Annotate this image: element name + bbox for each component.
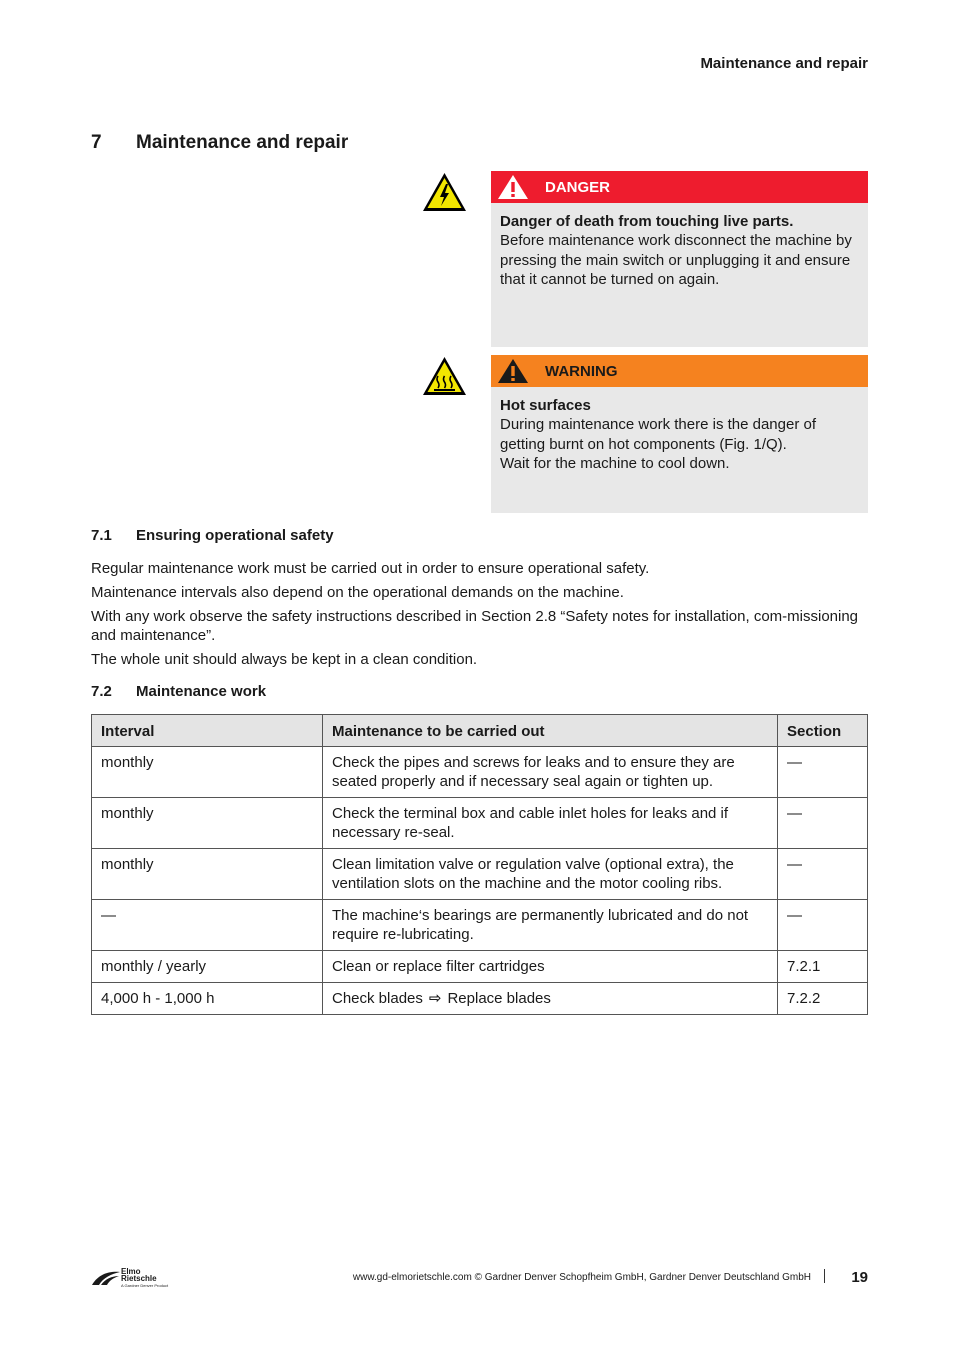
task-cell: Check the pipes and screws for leaks and to ensure they are seated properly and if necessary seal again or tighten up. <box>323 747 778 798</box>
warning-title: Hot surfaces <box>500 397 591 414</box>
footer-copyright-text: © Gardner Denver Schopfheim GmbH, Gardner Denver Deutschland GmbH <box>471 1272 811 1283</box>
task-part: Check blades <box>332 990 423 1007</box>
task-cell: Clean or replace filter cartridges <box>323 951 778 983</box>
exclamation-icon <box>495 357 531 385</box>
page-number: 19 <box>851 1269 868 1286</box>
section-cell: 7.2.1 <box>778 951 868 983</box>
interval-cell: monthly <box>92 849 323 900</box>
section-cell: — <box>778 798 868 849</box>
danger-notice <box>491 171 868 347</box>
subsection-title: Ensuring operational safety <box>136 527 334 544</box>
warning-line: getting burnt on hot components (Fig. 1/Q). <box>500 435 787 453</box>
running-header: Maintenance and repair <box>700 55 868 72</box>
table-row <box>92 798 868 849</box>
danger-bar <box>491 171 868 203</box>
interval-cell: monthly / yearly <box>92 951 323 983</box>
section-title: Maintenance and repair <box>136 132 349 153</box>
paragraph: The whole unit should always be kept in a clean condition. <box>91 651 478 668</box>
footer-copyright <box>353 1272 811 1283</box>
section-cell: 7.2.2 <box>778 983 868 1015</box>
interval-cell: 4,000 h - 1,000 h <box>92 983 323 1015</box>
company-logo <box>91 1266 169 1290</box>
column-header-maintenance: Maintenance to be carried out <box>323 715 778 747</box>
column-header-section: Section <box>778 715 868 747</box>
table-row <box>92 849 868 900</box>
danger-label: DANGER <box>545 178 611 196</box>
warning-bar <box>491 355 868 387</box>
table-row <box>92 951 868 983</box>
danger-title: Danger of death from touching live parts. <box>500 213 794 230</box>
table-row <box>92 900 868 951</box>
logo-tagline: A Gardner Denver Product <box>121 1283 169 1288</box>
footer-divider <box>824 1269 825 1283</box>
interval-cell: — <box>92 900 323 951</box>
task-cell: Check the terminal box and cable inlet holes for leaks and if necessary re-seal. <box>323 798 778 849</box>
interval-cell: monthly <box>92 747 323 798</box>
paragraph: Maintenance intervals also depend on the operational demands on the machine. <box>91 584 624 601</box>
footer-url[interactable]: www.gd-elmorietschle.com <box>352 1272 472 1283</box>
warning-notice <box>491 355 868 513</box>
table-row <box>92 747 868 798</box>
subsection-heading-7-1 <box>91 527 334 544</box>
column-header-interval: Interval <box>92 715 323 747</box>
danger-text: Before maintenance work disconnect the machine by pressing the main switch or unplugging it and ensure that it cannot be turned on again. <box>500 232 852 288</box>
section-cell: — <box>778 849 868 900</box>
arrow-right-icon: ⇨ <box>428 990 442 1007</box>
subsection-number: 7.2 <box>91 683 112 700</box>
section-cell: — <box>778 747 868 798</box>
subsection-heading-7-2 <box>91 683 266 700</box>
task-cell: Clean limitation valve or regulation valve (optional extra), the ventilation slots on the machine and the motor cooling ribs. <box>323 849 778 900</box>
paragraph: With any work observe the safety instructions described in Section 2.8 “Safety notes for installation, com-missioning and maintenance”. <box>91 608 859 644</box>
section-number: 7 <box>91 132 102 153</box>
logo-swoosh-icon <box>91 1270 121 1286</box>
task-cell: The machine‘s bearings are permanently lubricated and do not require re-lubricating. <box>323 900 778 951</box>
table-row <box>92 983 868 1015</box>
table-header-row <box>92 715 868 747</box>
task-cell <box>323 983 778 1015</box>
section-heading <box>91 132 348 154</box>
interval-cell: monthly <box>92 798 323 849</box>
subsection-title: Maintenance work <box>136 683 267 700</box>
task-part: Replace blades <box>447 990 551 1007</box>
logo-text: Rietschle <box>121 1274 157 1283</box>
paragraph: Regular maintenance work must be carried out in order to ensure operational safety. <box>91 560 650 577</box>
section-cell: — <box>778 900 868 951</box>
logo-text: Elmo <box>121 1267 141 1276</box>
hot-surface-warning-icon <box>421 355 468 397</box>
exclamation-icon <box>495 173 531 201</box>
maintenance-table <box>91 714 868 1015</box>
high-voltage-warning-icon <box>421 171 468 213</box>
warning-label: WARNING <box>545 362 618 380</box>
subsection-number: 7.1 <box>91 527 112 544</box>
warning-line: During maintenance work there is the danger of <box>500 416 817 434</box>
warning-line: Wait for the machine to cool down. <box>500 454 730 472</box>
